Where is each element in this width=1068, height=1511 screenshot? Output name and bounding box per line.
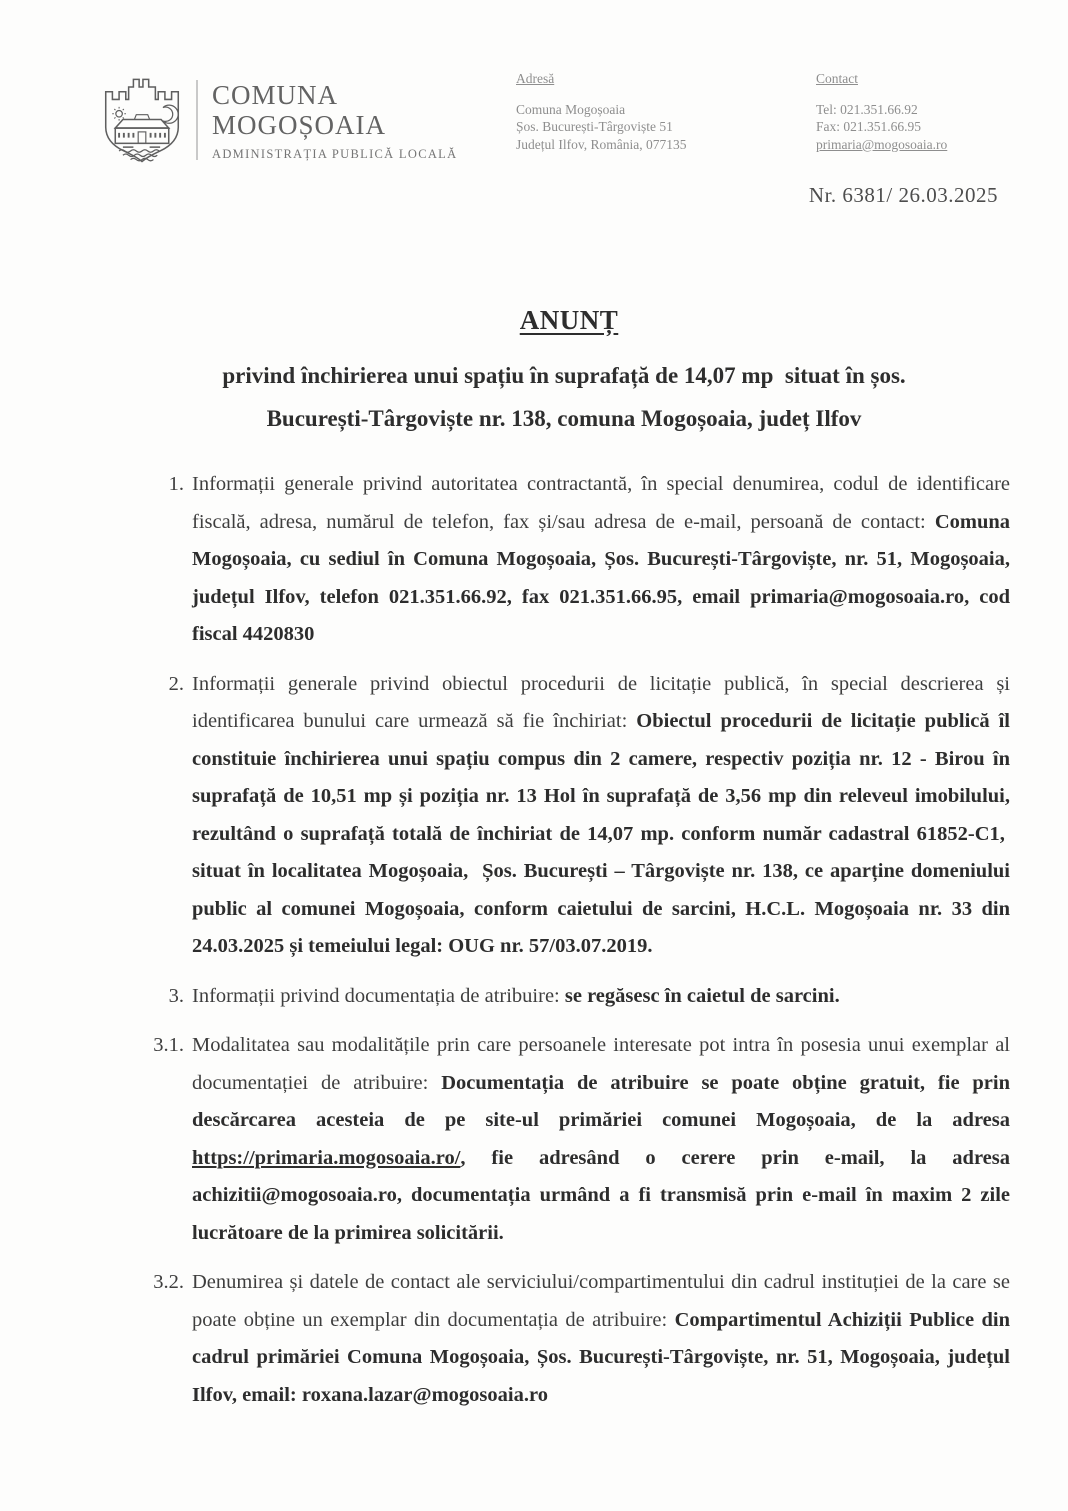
document-title-text: ANUNȚ (519, 305, 619, 335)
document-body (0, 305, 1068, 1421)
paragraph-3-number: 3. (168, 984, 184, 1007)
contact-heading: Contact (816, 71, 858, 86)
document-title (130, 305, 1008, 336)
logo-divider (196, 80, 198, 160)
contact-tel: Tel: 021.351.66.92 (816, 101, 918, 117)
address-line-2: Șos. București-Târgoviște 51 (516, 119, 673, 134)
paragraph-3-2-bold-text: Compartimentul Achiziții Publice din cadrul primăriei Comuna Mogoșoaia, Șos. București-Târgoviște, nr. 51, Mogoșoaia, județul Ilfov, email: roxana.lazar@mogosoaia.ro (192, 1308, 1010, 1406)
address-heading: Adresă (516, 71, 555, 86)
contact-fax: Fax: 021.351.66.95 (816, 119, 922, 134)
document-number: Nr. 6381/ 26.03.2025 (808, 183, 998, 207)
contact-block (816, 70, 947, 153)
contact-email-link[interactable]: primaria@mogosoaia.ro (816, 136, 948, 152)
paragraph-3-1-bold-text: Documentația de atribuire se poate obține gratuit, fie prin descărcarea acesteia de pe site-ul primăriei comunei Mogoșoaia, de la adresa (192, 1071, 1010, 1131)
address-block (516, 70, 686, 153)
address-line-3: Județul Ilfov, România, 077135 (516, 136, 687, 152)
paragraph-3-text: Informații privind documentația de atribuire: (192, 984, 565, 1007)
org-name-line1: COMUNA (212, 80, 339, 110)
paragraph-3-1-number: 3.1. (153, 1034, 184, 1056)
paragraph-1-bold-text: Comuna Mogoșoaia, cu sediul în Comuna Mogoșoaia, Șos. București-Târgoviște, nr. 51, Mogoșoaia, județul Ilfov, telefon 021.351.66.92, fax 021.351.66.95, email primaria@mogosoaia.ro, cod fiscal 4420830 (192, 510, 1010, 645)
paragraph-list (0, 466, 1068, 1414)
org-subtitle: ADMINISTRAȚIA PUBLICĂ LOCALĂ (212, 147, 458, 161)
primaria-website-link[interactable]: https://primaria.mogosoaia.ro/ (192, 1146, 461, 1169)
paragraph-2 (168, 666, 1010, 966)
paragraph-3-2 (153, 1264, 1010, 1414)
org-name-line2: MOGOȘOAIA (212, 110, 387, 140)
paragraph-2-bold-text: Obiectul procedurii de licitație publică îl constituie închirierea unui spațiu compus din 2 camere, respectiv poziția nr. 12 - Birou în suprafață de 10,51 mp și poziția nr. 13 Hol în suprafață de 3,56 mp din releveul imobilului, rezultând o suprafață totală de închiriat de 14,07 mp. conform număr cadastral 61852-C1, situat în localitatea Mogoșoaia, Șos. București – Târgoviște nr. 138, ce aparține domeniului public al comunei Mogoșoaia, conform caietului de sarcini, H.C.L. Mogoșoaia nr. 33 din 24.03.2025 și temeiului legal: OUG nr. 57/03.07.2019. (192, 710, 1010, 957)
paragraph-3-1 (153, 1027, 1010, 1252)
paragraph-3-2-number: 3.2. (153, 1271, 184, 1293)
address-line-1: Comuna Mogoșoaia (516, 101, 626, 117)
document-subtitle (100, 354, 1028, 440)
paragraph-1-number: 1. (168, 473, 184, 495)
paragraph-3-1-text: Modalitatea sau modalitățile prin care persoanele interesate pot intra în posesia unui exemplar al documentației de atribuire: (192, 1034, 1010, 1094)
paragraph-3-bold-text: se regăsesc în caietul de sarcini. (564, 984, 840, 1007)
paragraph-2-number: 2. (168, 672, 184, 695)
org-block (212, 80, 457, 162)
document-subtitle-line1: privind închirierea unui spațiu în suprafață de 14,07 mp situat în șos. (222, 363, 906, 388)
paragraph-3-2-text: Denumirea și datele de contact ale serviciului/compartimentului din cadrul instituției de la care se poate obține un exemplar din documentația de atribuire: (192, 1271, 1010, 1331)
paragraph-3 (168, 978, 1010, 1016)
paragraph-3-1-bold-text-after-link: , fie adresând o cerere prin e-mail, la adresa achizitii@mogosoaia.ro, documentația urmând a fi transmisă prin e-mail în maxim 2 zile lucrătoare de la primirea solicitării. (192, 1146, 1010, 1244)
document-subtitle-line2: București-Târgoviște nr. 138, comuna Mogoșoaia, județ Ilfov (266, 406, 862, 431)
paragraph-2-text: Informații generale privind obiectul procedurii de licitație publică, în special descrierea și identificarea bunului care urmează să fie închiriat: (192, 672, 1010, 732)
paragraph-1 (168, 466, 1010, 654)
coat-of-arms-icon (100, 72, 184, 166)
paragraph-1-text: Informații generale privind autoritatea contractantă, în special denumirea, codul de identificare fiscală, adresa, numărul de telefon, fax și/sau adresa de e-mail, persoană de contact: (192, 473, 1010, 533)
